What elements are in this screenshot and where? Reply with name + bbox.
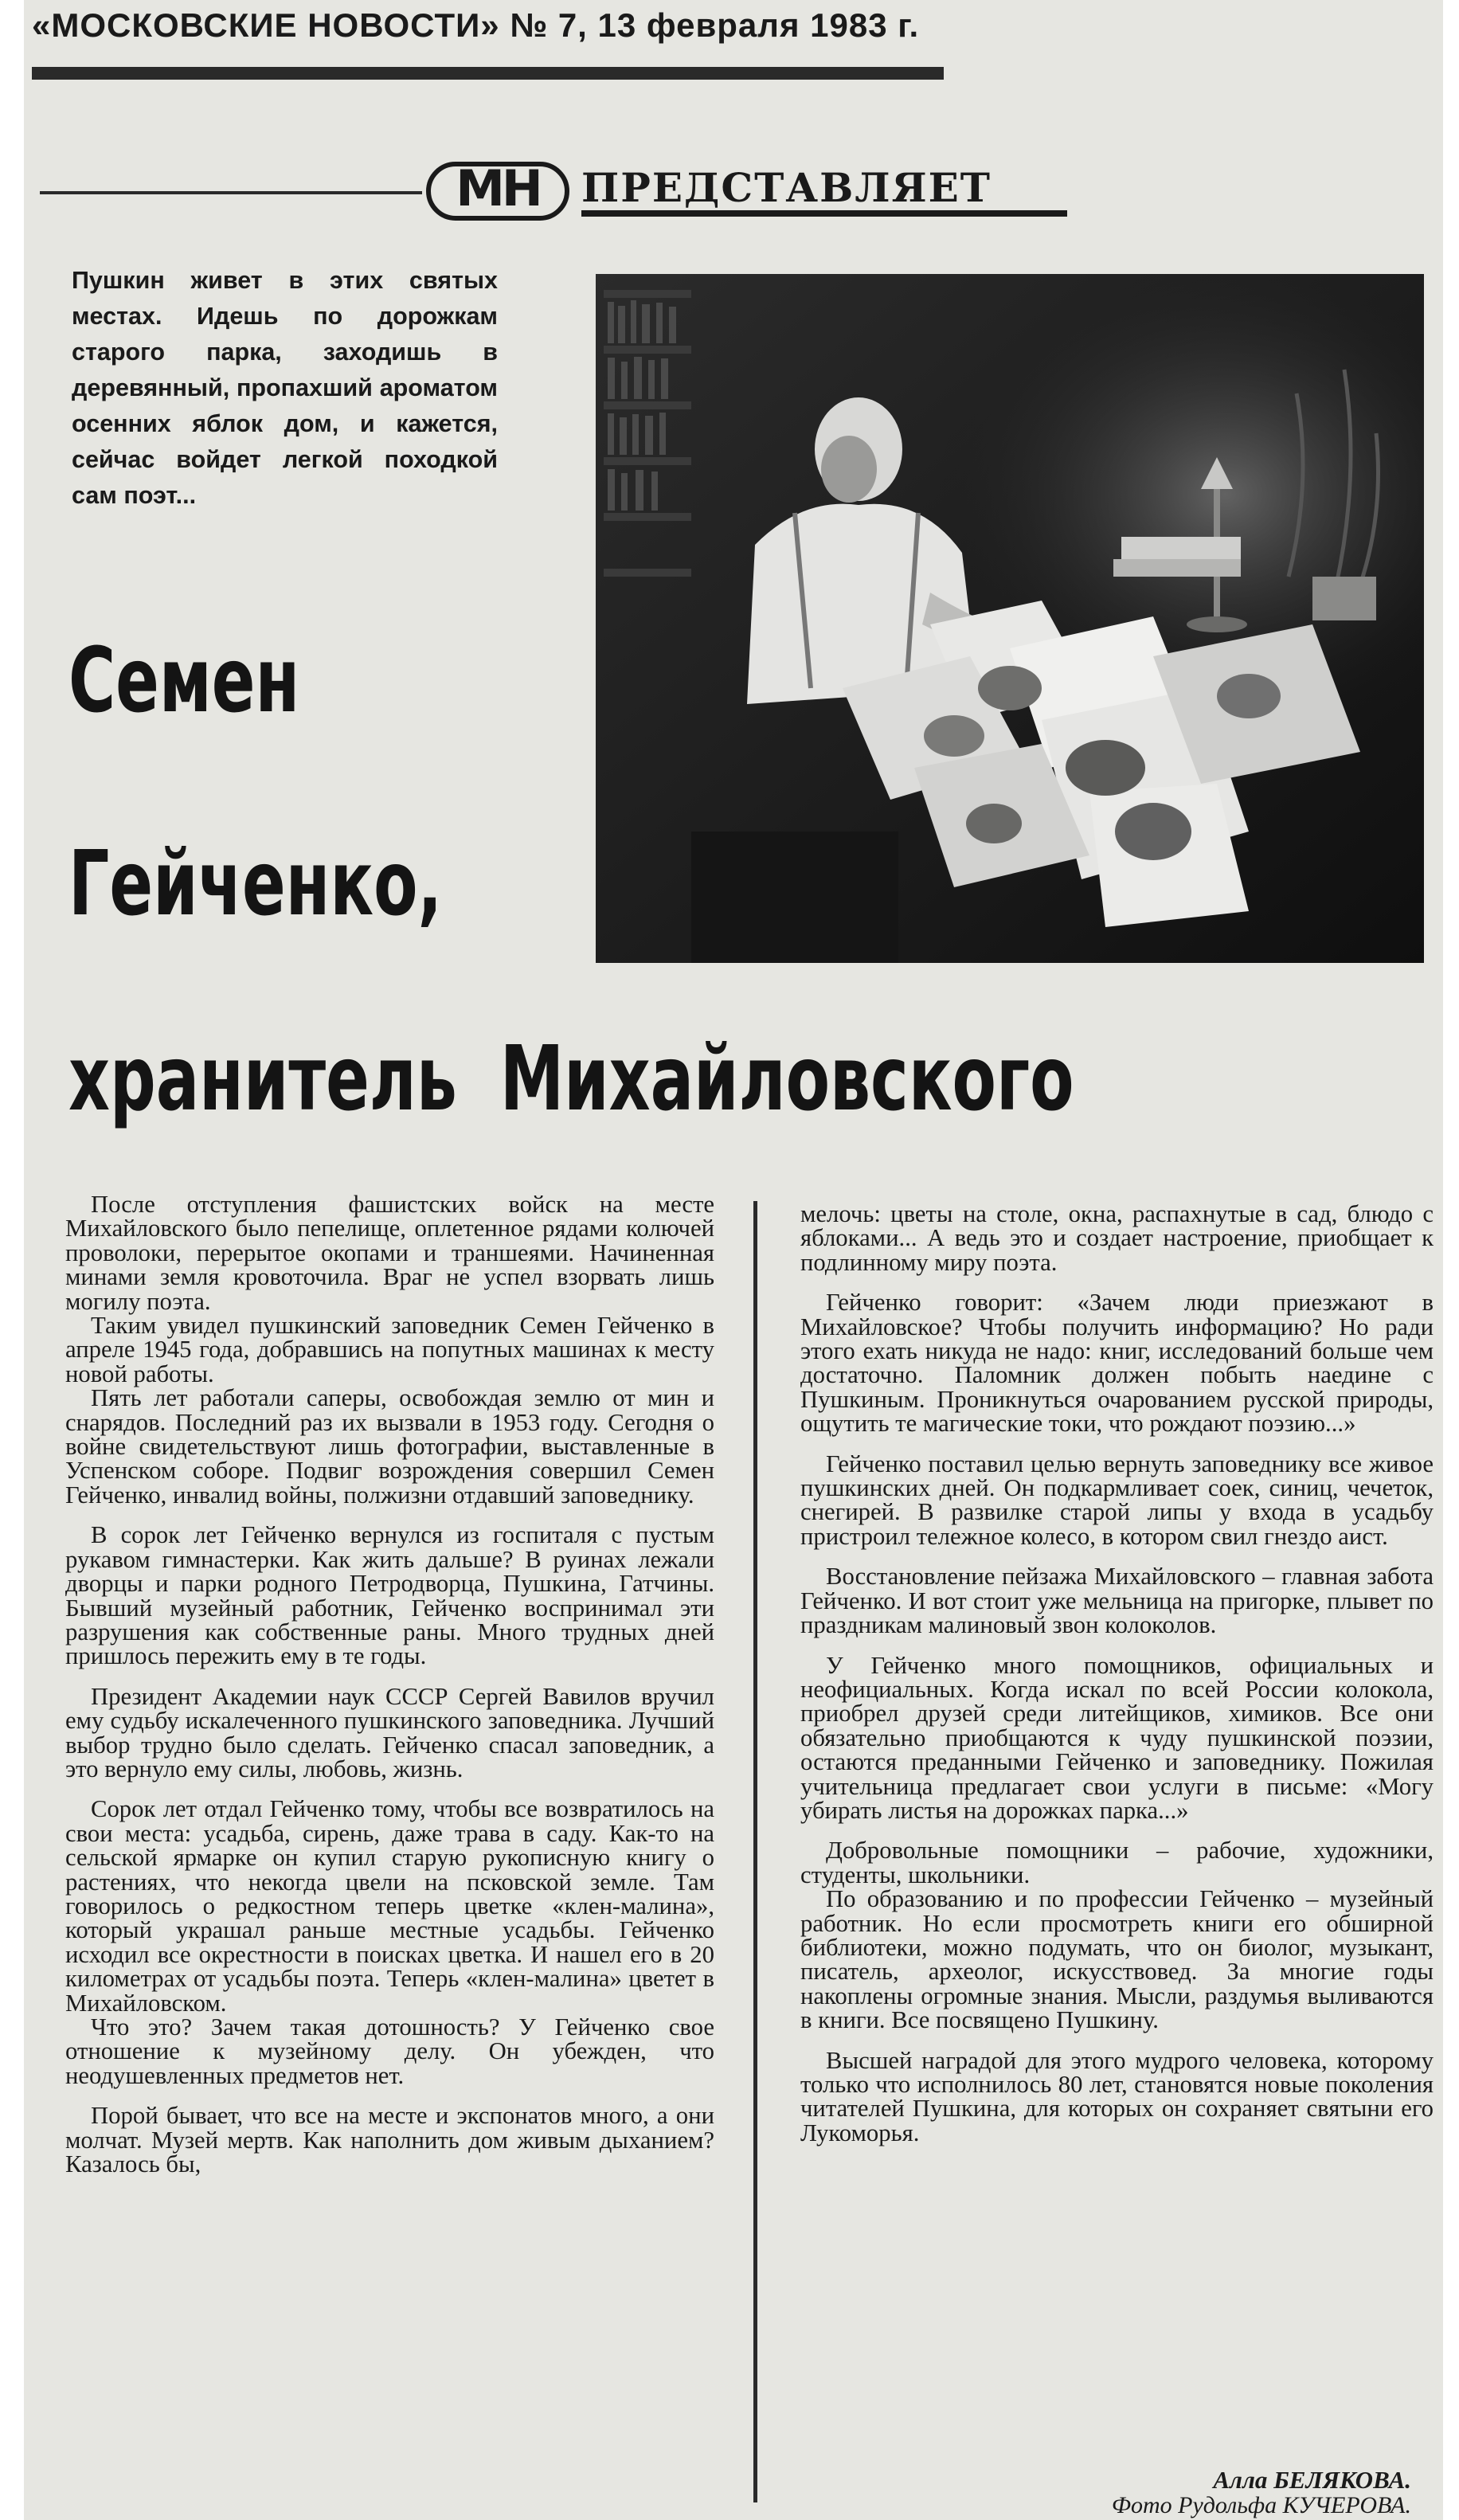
- article-paragraph: Таким увидел пушкинский заповедник Семен Гейченко в апреле 1945 года, добравшись на попутных машинах к месту новой работы.: [65, 1312, 714, 1387]
- portrait-photo: [596, 274, 1424, 963]
- author-byline: Алла БЕЛЯКОВА.: [1213, 2466, 1411, 2494]
- article-paragraph: Гейченко поставил целью вернуть заповеднику все живое пушкинских дней. Он подкармливает соек, синиц, чечеток, снегирей. В развилке старой липы у входа в усадьбу пристроил тележное колесо, в котором свил гнездо аист.: [800, 1450, 1434, 1550]
- article-paragraph: По образованию и по профессии Гейченко – музейный работник. Но если просмотреть книги его обширной библиотеки, можно подумать, что он биолог, музыкант, писатель, археолог, искусствовед. За многие годы накоплены огромные знания. Мысли, раздумья выливаются в книги. Все посвящено Пушкину.: [800, 1885, 1434, 2034]
- headline-line-2: Гейченко,: [68, 832, 443, 936]
- mn-logo: МН: [426, 162, 569, 221]
- intro-lead: Пушкин живет в этих святых местах. Идешь по дорожкам старого парка, заходишь в деревянный, пропахший ароматом осенних яблок дом, и кажется, сейчас войдет легкой походкой сам поэт...: [72, 267, 498, 509]
- masthead-rule: [32, 67, 944, 80]
- article-column-1: [65, 1192, 714, 2176]
- masthead: «МОСКОВСКИЕ НОВОСТИ» № 7, 13 февраля 1983 г.: [32, 6, 920, 44]
- article-paragraph: Добровольные помощники – рабочие, художники, студенты, школьники.: [800, 1837, 1434, 1888]
- article-paragraph: Высшей наградой для этого мудрого человека, которому только что исполнилось 80 лет, становятся новые поколения читателей Пушкина, для которых он сохраняет святыни его Лукоморья.: [800, 2046, 1434, 2146]
- article-paragraph: Президент Академии наук СССР Сергей Вавилов вручил ему судьбу искалеченного пушкинского заповедника. Лучший выбор трудно было сделать. Гейченко спасал заповедник, а это вернуло ему силы, любовь, жизнь.: [65, 1682, 714, 1782]
- column-divider: [753, 1201, 757, 2502]
- photo-credit: Фото Рудольфа КУЧЕРОВА.: [1111, 2492, 1411, 2518]
- article-column-2: [800, 1202, 1434, 2145]
- photo-illustration: [596, 274, 1424, 963]
- article-paragraph: У Гейченко много помощников, официальных и неофициальных. Когда искал по всей России колокола, приобрел друзей среди литейщиков, химиков. Все они обязательно приобщаются к чуду пушкинской поэзии, остаются преданными Гейченко и заповеднику. Пожилая учительница предлагает свои услуги в письме: «Могу убирать листья на дорожках парка...»: [800, 1651, 1434, 1824]
- article-paragraph: Порой бывает, что все на месте и экспонатов много, а они молчат. Музей мертв. Как наполнить дом живым дыханием? Казалось бы,: [65, 2102, 714, 2178]
- article-paragraph: Сорок лет отдал Гейченко тому, чтобы все возвратилось на свои места: усадьба, сирень, даже трава в саду. Как-то на сельской ярмарке он купил старую рукописную книгу о растениях, что некогда цвели на псковской земле. Там говорилось о редкостном теперь цветке «клен-малина», который украшал раньше местные усадьбы. Гейченко исходил все окрестности в поисках цветка. И нашел его в 20 километрах от усадьбы поэта. Теперь «клен-малина» цветет в Михайловском.: [65, 1795, 714, 2017]
- article-paragraph: В сорок лет Гейченко вернулся из госпиталя с пустым рукавом гимнастерки. Как жить дальше? В руинах лежали дворцы и парки родного Петродворца, Пушкина, Гатчины. Бывший музейный работник, Гейченко воспринимал эти разрушения как собственные раны. Много трудных дней пришлось пережить ему в те годы.: [65, 1521, 714, 1670]
- article-paragraph: Гейченко говорит: «Зачем люди приезжают в Михайловское? Чтобы получить информацию? Но ради этого ехать никуда не надо: книг, исследований больше чем достаточно. Паломник должен побыть наедине с Пушкиным. Проникнуться очарованием русской природы, ощутить те магические токи, что рождают поэзию...»: [800, 1289, 1434, 1438]
- headline-line-1: Семен: [68, 629, 300, 733]
- article-paragraph: Что это? Зачем такая дотошность? У Гейченко свое отношение к музейному делу. Он убежден, что неодушевленных предметов нет.: [65, 2013, 714, 2089]
- article-paragraph: Восстановление пейзажа Михайловского – главная забота Гейченко. И вот стоит уже мельница на пригорке, плывет по праздникам малиновый звон колоколов.: [800, 1563, 1434, 1639]
- headline-line-3: хранитель Михайловского: [68, 1027, 1074, 1131]
- article-paragraph: После отступления фашистских войск на месте Михайловского было пепелище, оплетенное рядами колючей проволоки, перерытое окопами и траншеями. Начиненная минами земля кровоточила. Враг не успел взорвать лишь могилу поэта.: [65, 1191, 714, 1315]
- rubric-label: ПРЕДСТАВЛЯЕТ: [581, 166, 1067, 217]
- article-paragraph: мелочь: цветы на столе, окна, распахнутые в сад, блюдо с яблоками... А ведь это и создает настроение, приобщает к подлинному миру поэта.: [800, 1200, 1434, 1276]
- rubric-rule: [40, 191, 422, 194]
- article-paragraph: Пять лет работали саперы, освобождая землю от мин и снарядов. Последний раз их вызвали в 1953 году. Сегодня о войне свидетельствуют лишь фотографии, выставленные в Успенском соборе. Подвиг возрождения совершил Семен Гейченко, инвалид войны, полжизни отдавший заповеднику.: [65, 1384, 714, 1508]
